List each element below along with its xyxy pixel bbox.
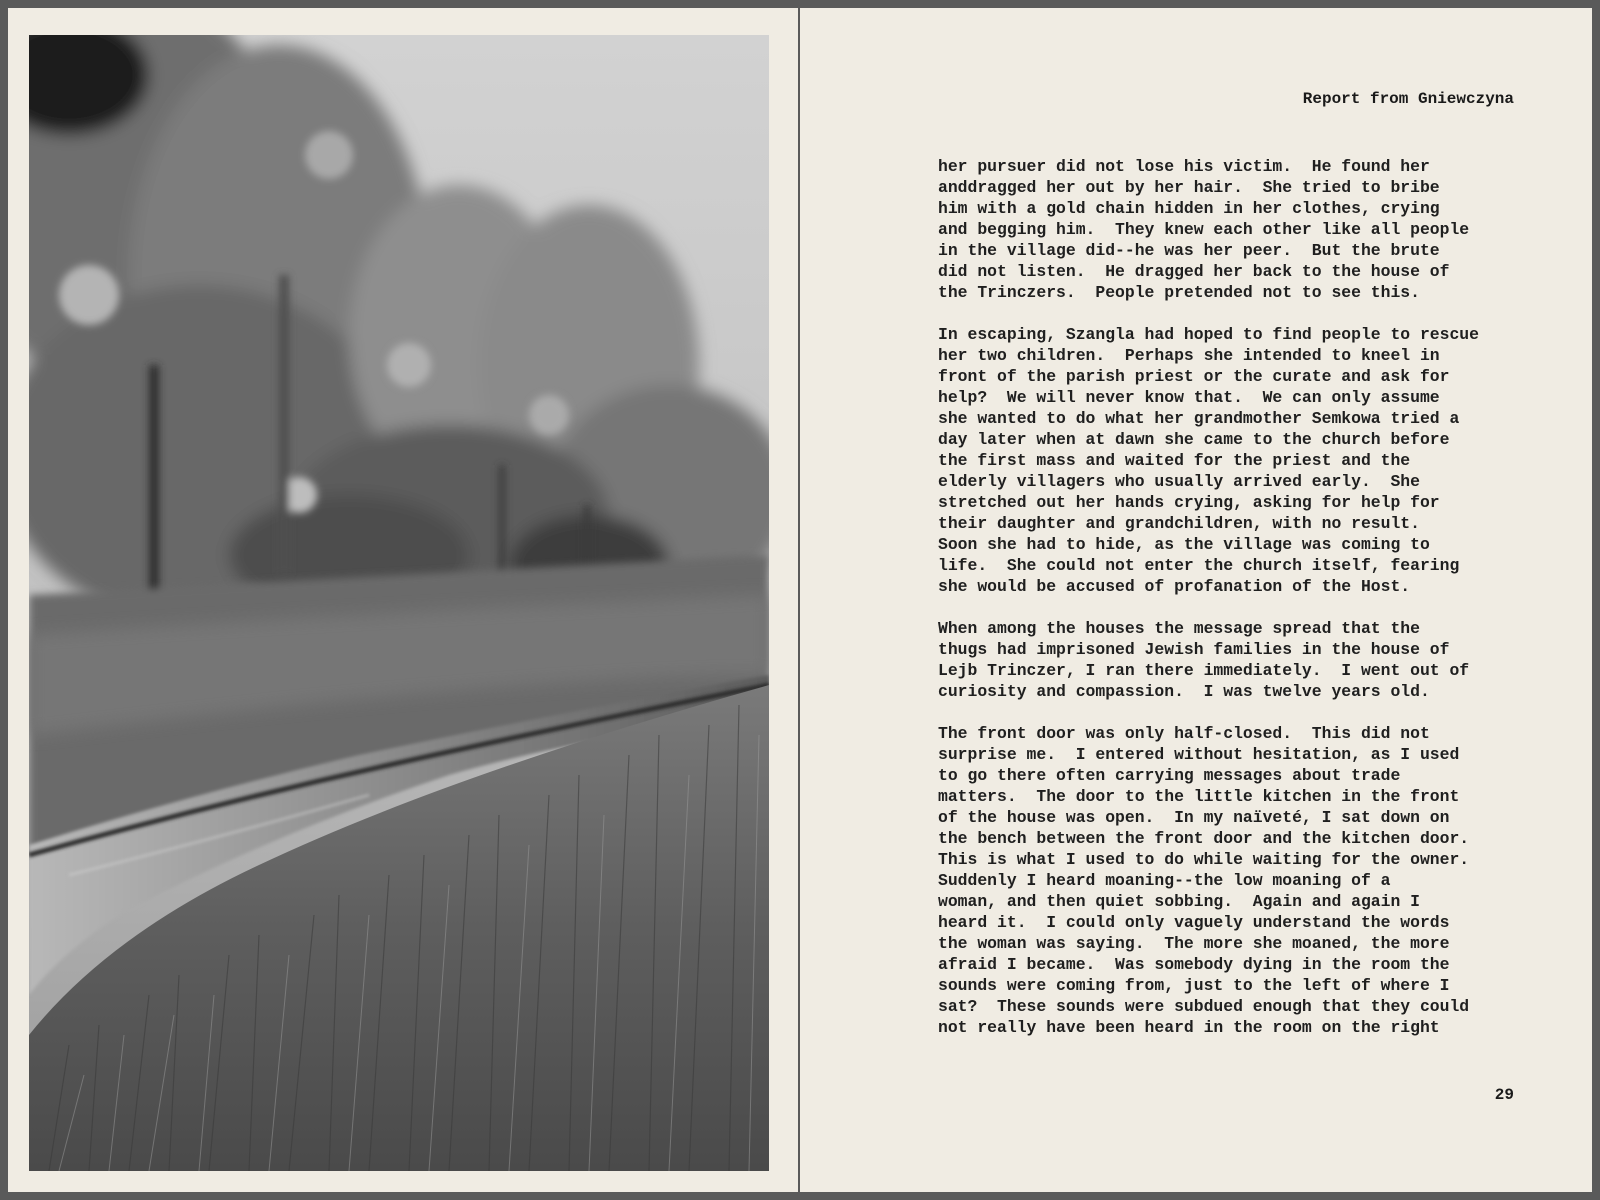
text-line: matters. The door to the little kitchen in the front [938, 787, 1460, 806]
text-line: front of the parish priest or the curate and ask for [938, 367, 1450, 386]
text-line: her pursuer did not lose his victim. He found her [938, 157, 1430, 176]
text-line: Suddenly I heard moaning--the low moaning of a [938, 871, 1391, 890]
landscape-photograph [29, 35, 769, 1171]
text-line: she would be accused of profanation of the Host. [938, 577, 1411, 596]
text-line: thugs had imprisoned Jewish families in the house of [938, 640, 1450, 659]
text-line: stretched out her hands crying, asking for help for [938, 493, 1440, 512]
text-line: sounds were coming from, just to the left of where I [938, 976, 1450, 995]
text-line: Soon she had to hide, as the village was coming to [938, 535, 1430, 554]
photo-river-meadow [29, 35, 769, 1171]
body-text [938, 156, 1538, 1059]
text-line: In escaping, Szangla had hoped to find people to rescue [938, 325, 1479, 344]
text-line: help? We will never know that. We can only assume [938, 388, 1440, 407]
right-page [800, 8, 1592, 1192]
paragraph [938, 618, 1538, 702]
text-line: sat? These sounds were subdued enough that they could [938, 997, 1470, 1016]
text-line: When among the houses the message spread that the [938, 619, 1420, 638]
text-line: not really have been heard in the room on the right [938, 1018, 1440, 1037]
text-line: the bench between the front door and the kitchen door. [938, 829, 1470, 848]
text-line: life. She could not enter the church itself, fearing [938, 556, 1460, 575]
text-line: the Trinczers. People pretended not to see this. [938, 283, 1420, 302]
text-line: This is what I used to do while waiting for the owner. [938, 850, 1470, 869]
text-line: the woman was saying. The more she moaned, the more [938, 934, 1450, 953]
text-line: day later when at dawn she came to the church before [938, 430, 1450, 449]
text-line: the first mass and waited for the priest and the [938, 451, 1411, 470]
text-line: surprise me. I entered without hesitation, as I used [938, 745, 1460, 764]
text-line: anddragged her out by her hair. She tried to bribe [938, 178, 1440, 197]
text-line: elderly villagers who usually arrived early. She [938, 472, 1420, 491]
text-line: to go there often carrying messages about trade [938, 766, 1401, 785]
text-line: woman, and then quiet sobbing. Again and again I [938, 892, 1420, 911]
text-line: their daughter and grandchildren, with no result. [938, 514, 1420, 533]
left-page [8, 8, 798, 1192]
paragraph [938, 156, 1538, 303]
text-line: The front door was only half-closed. This did not [938, 724, 1430, 743]
text-line: did not listen. He dragged her back to the house of [938, 262, 1450, 281]
text-line: her two children. Perhaps she intended to kneel in [938, 346, 1440, 365]
text-line: him with a gold chain hidden in her clothes, crying [938, 199, 1440, 218]
running-head: Report from Gniewczyna [1302, 90, 1514, 108]
text-line: and begging him. They knew each other like all people [938, 220, 1470, 239]
text-line: heard it. I could only vaguely understand the words [938, 913, 1450, 932]
text-line: Lejb Trinczer, I ran there immediately. I went out of [938, 661, 1470, 680]
text-line: of the house was open. In my naïveté, I sat down on [938, 808, 1450, 827]
text-line: afraid I became. Was somebody dying in the room the [938, 955, 1450, 974]
text-line: in the village did--he was her peer. But the brute [938, 241, 1440, 260]
paragraph [938, 324, 1538, 597]
paragraph [938, 723, 1538, 1038]
page-number: 29 [1494, 1086, 1514, 1104]
text-line: she wanted to do what her grandmother Semkowa tried a [938, 409, 1460, 428]
text-line: curiosity and compassion. I was twelve years old. [938, 682, 1430, 701]
